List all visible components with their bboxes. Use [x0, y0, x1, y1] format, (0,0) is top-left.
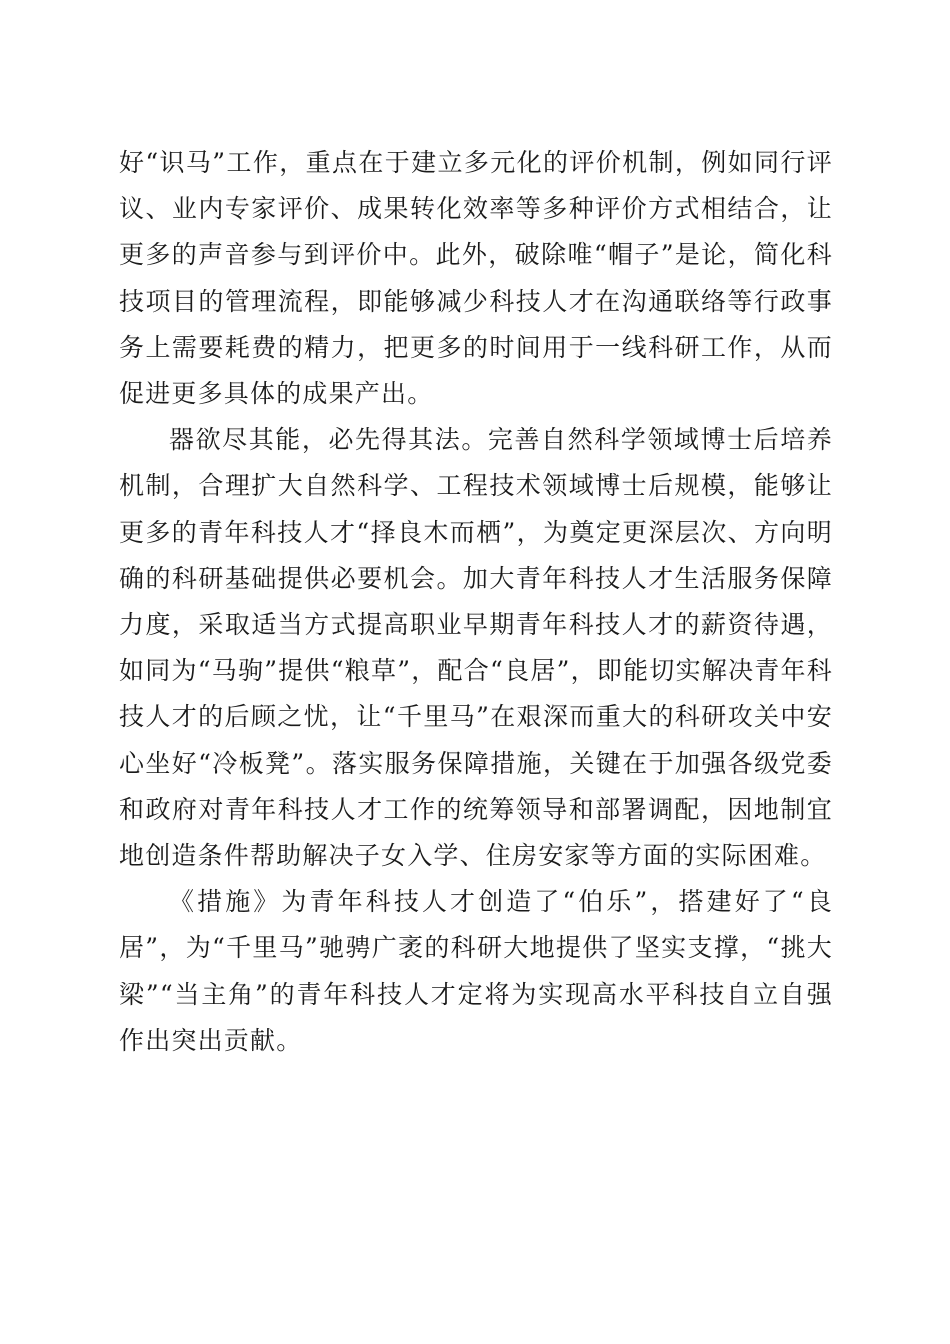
paragraph-conclusion: 《措施》为青年科技人才创造了“伯乐”，搭建好了“良居”，为“千里马”驰骋广袤的科研大地提供了坚实支撑，“挑大梁”“当主角”的青年科技人才定将为实现高水平科技自立自强作出突出贡献。 [119, 887, 833, 1055]
paragraph-continued: 好“识马”工作，重点在于建立多元化的评价机制，例如同行评议、业内专家评价、成果转化效率等多种评价方式相结合，让更多的声音参与到评价中。此外，破除唯“帽子”是论，简化科技项目的管理流程，即能够减少科技人才在沟通联络等行政事务上需要耗费的精力，把更多的时间用于一线科研工作，从而促进更多具体的成果产出。 [119, 148, 833, 409]
document-body [119, 140, 833, 1064]
paragraph-support-measures: 器欲尽其能，必先得其法。完善自然科学领域博士后培养机制，合理扩大自然科学、工程技术领域博士后规模，能够让更多的青年科技人才“择良木而栖”，为奠定更深层次、方向明确的科研基础提供必要机会。加大青年科技人才生活服务保障力度，采取适当方式提高职业早期青年科技人才的薪资待遇，如同为“马驹”提供“粮草”，配合“良居”，即能切实解决青年科技人才的后顾之忧，让“千里马”在艰深而重大的科研攻关中安心坐好“冷板凳”。落实服务保障措施，关键在于加强各级党委和政府对青年科技人才工作的统筹领导和部署调配，因地制宜地创造条件帮助解决子女入学、住房安家等方面的实际困难。 [119, 425, 833, 871]
